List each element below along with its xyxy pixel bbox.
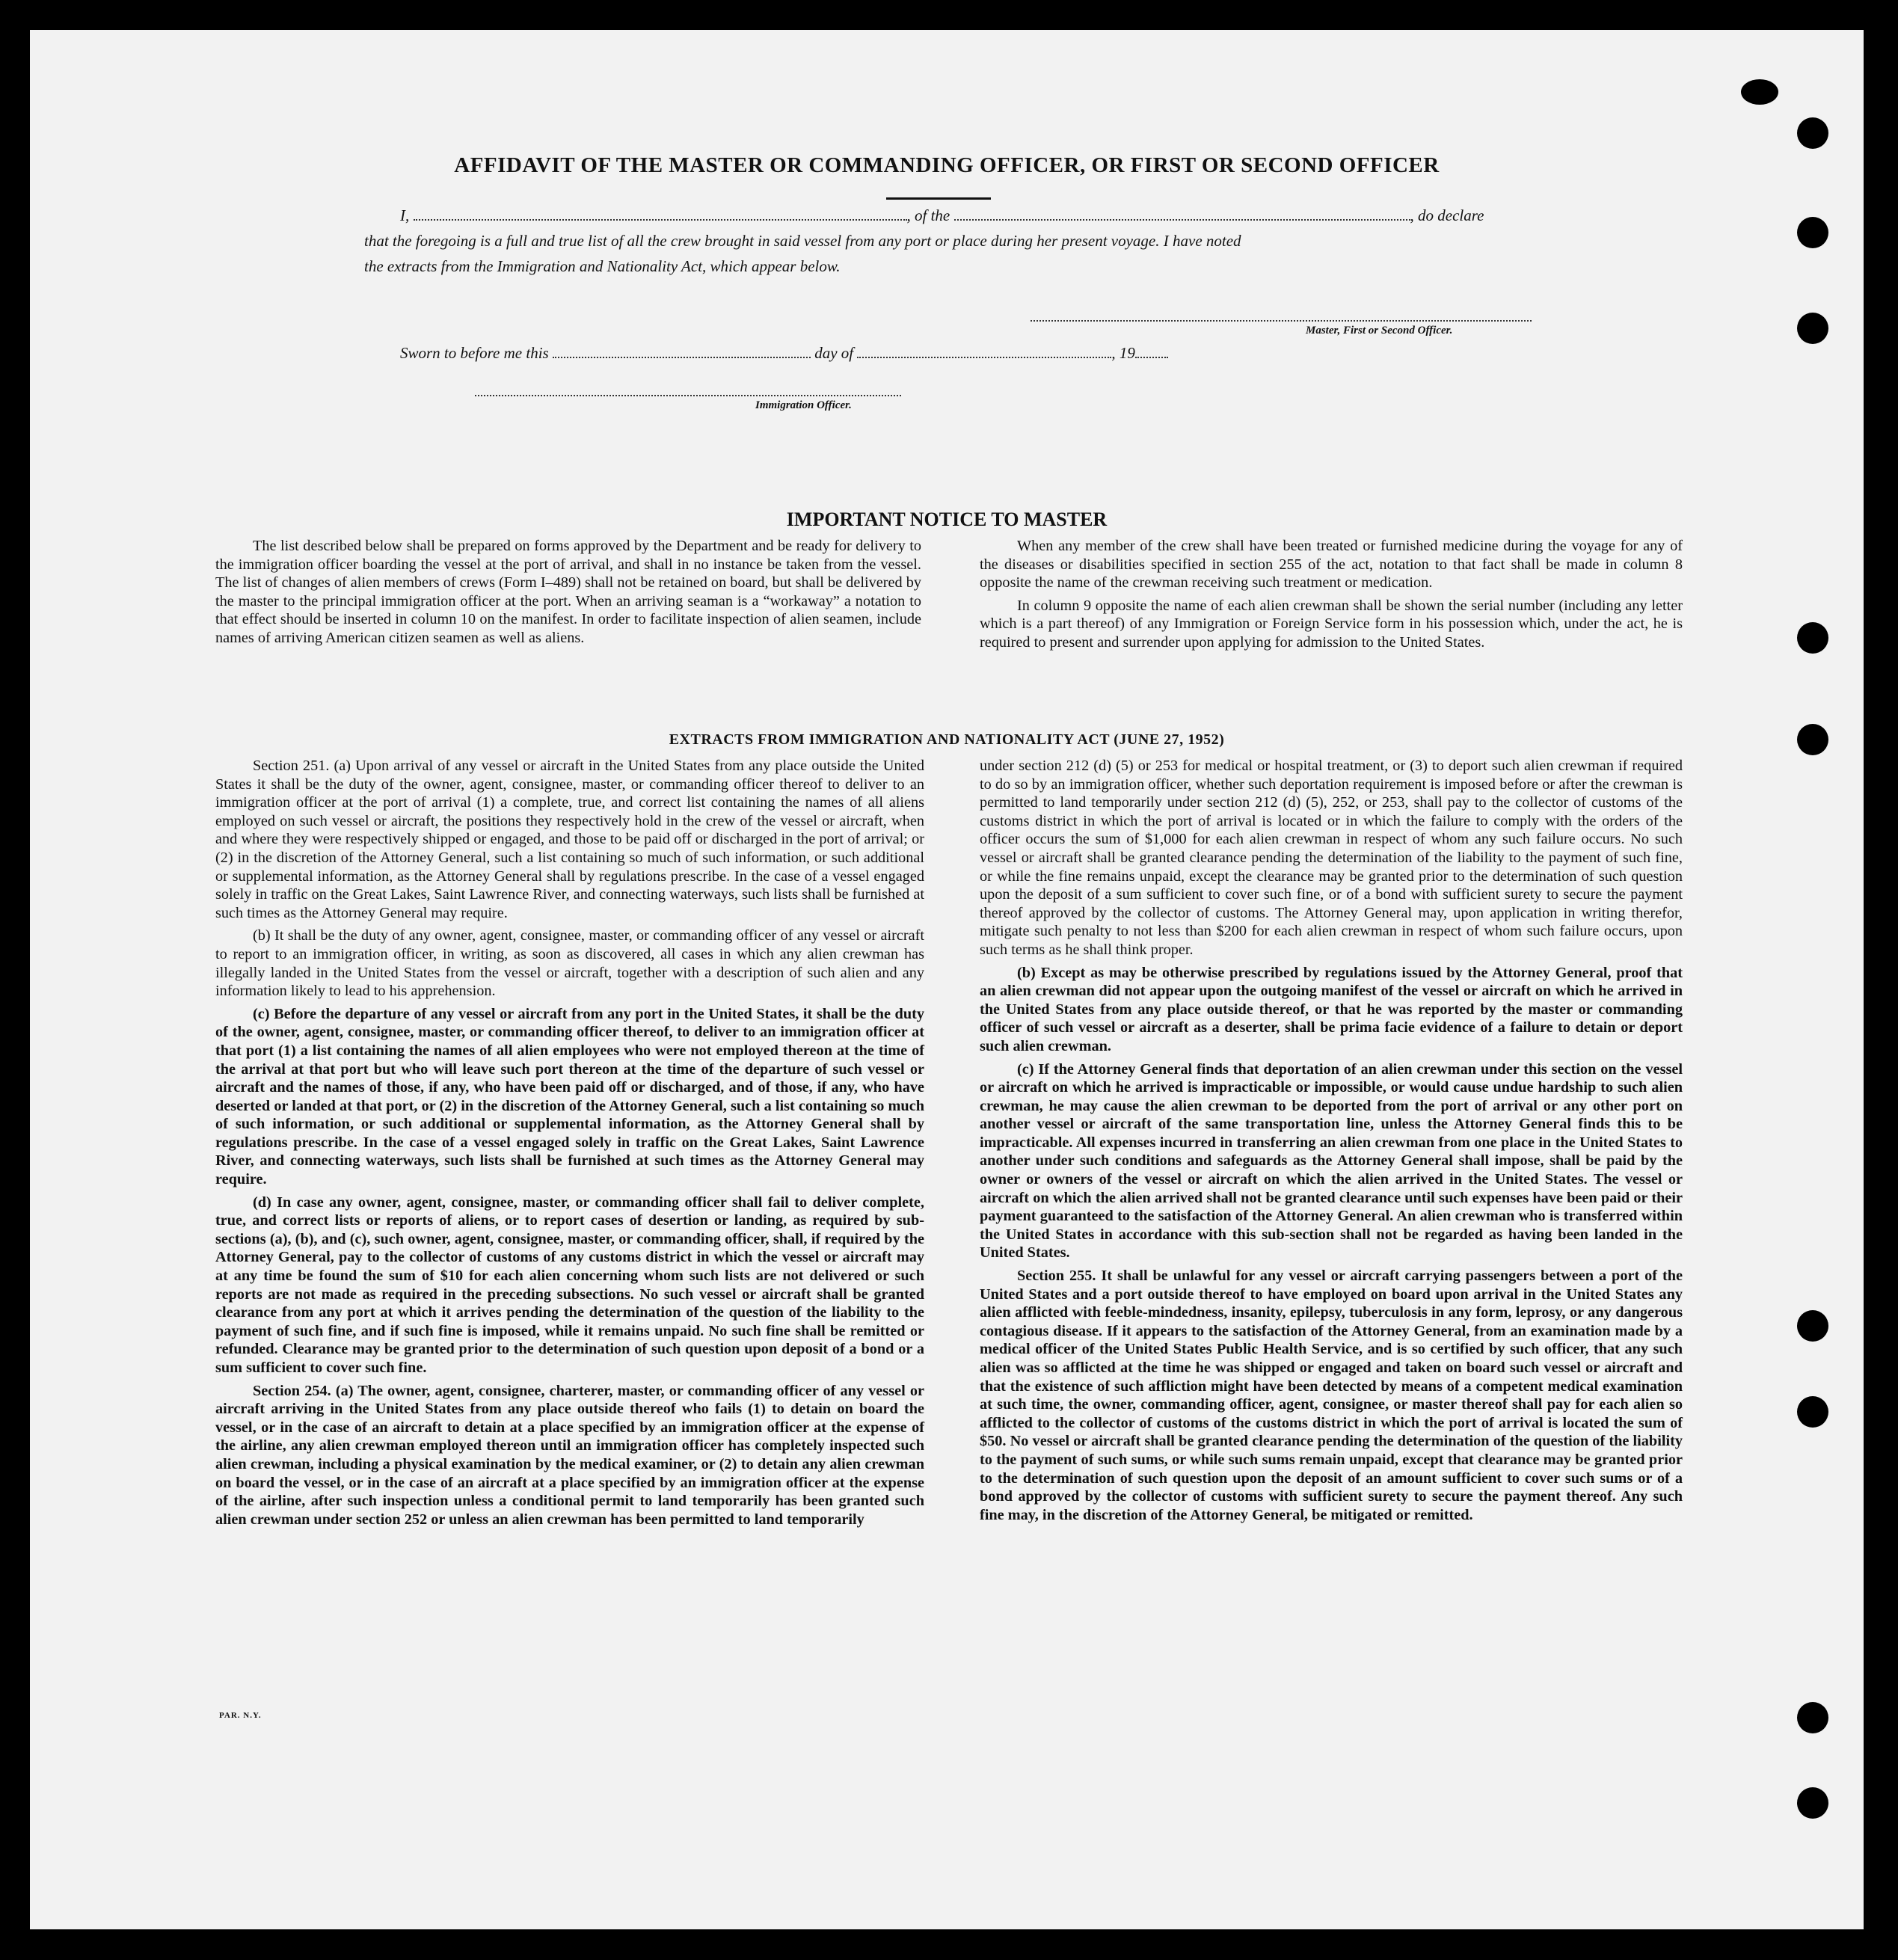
section-254-a-cont: under section 212 (d) (5) or 253 for medical or hospital treatment, or (3) to deport such alien crewman if required to do so by an immigration officer, whether such deportation requirement is imposed before or after the crewman is permitted to land temporarily under section 212 (d) (5), 252, or 253, shall pay to the collector of customs of the customs district in which the port of arrival is located or in which the failure to comply with the orders of the officer occurs the sum of $1,000 for each alien crewman in respect of whom any such failure occurs. No such vessel or aircraft shall be granted clearance pending the determination of the liability to the payment of such fine, or while the fine remains unpaid, except the clearance may be granted prior to the determination of such question upon the deposit of a sum sufficient to cover such fine, or of a bond with sufficient surety to secure the payment thereof approved by the collector of customs. The Attorney General may, upon application in writing therefor, mitigate such penalty to not less than $200 for each alien crewman in respect of whom such failure occurs, upon such terms as he shall think proper. (980, 758, 1683, 958)
form-page (30, 30, 1864, 1929)
day-of-label: day of (814, 344, 854, 362)
sworn-day-field[interactable] (553, 345, 811, 358)
title-rule (886, 197, 991, 200)
sworn-label: Sworn to before me this (400, 344, 549, 362)
notice-paragraph: The list described below shall be prepared on forms approved by the Department and be ready for delivery to the immigration officer boarding the vessel at the port of arrival, and shall in no instance be taken from the vessel. The list of changes of alien members of crews (Form I–489) shall not be retained on board, but shall be delivered by the master to the principal immigration officer at the port. When an arriving seaman is a “workaway” a notation to that effect should be inserted in column 10 on the manifest. In order to facilitate inspection of alien seamen, include names of arriving American citizen seamen as well as aliens. (215, 538, 921, 646)
notice-paragraph: When any member of the crew shall have been treated or furnished medicine during the voyage for any of the diseases or disabilities specified in section 255 of the act, notation to that fact shall be made in column 8 opposite the name of the crewman receiving such treatment or medication. (980, 538, 1683, 592)
officer-signature-field[interactable] (475, 395, 901, 396)
declaration-text-2: the extracts from the Immigration and Nationality Act, which appear below. (364, 257, 841, 275)
declarant-name-field[interactable] (414, 207, 907, 221)
printer-mark: PAR. N.Y. (219, 1711, 262, 1720)
section-254-b: (b) Except as may be otherwise prescribed by regulations issued by the Attorney General, proof that an alien crewman did not appear upon the outgoing manifest of the vessel or aircraft on which he arrived in the United States from any place outside thereof, or that he was reported by the master or commanding officer of such vessel or aircraft as a deserter, shall be prima facie evidence of a failure to detain or deport such alien crewman. (980, 964, 1683, 1054)
vessel-name-field[interactable] (954, 207, 1410, 221)
declaration-text: that the foregoing is a full and true list of all the crew brought in said vessel from any port or place during her present voyage. I have noted (364, 232, 1241, 250)
section-251-c: (c) Before the departure of any vessel or aircraft from any port in the United States, it shall be the duty of the owner, agent, consignee, master, or commanding officer thereof, to deliver to an immigration officer at that port (1) a list containing the names of all alien employees who were not employed thereon at the time of the arrival at that port but who will leave such port thereon at the time of the departure of such vessel or aircraft and the names of those, if any, who have been paid off or discharged, and of those, if any, who have deserted or landed at that port, or (2) in the discretion of the Attorney General, such a list containing so much of such information, or such additional or supplemental information, as the Attorney General shall by regulations prescribe. In the case of a vessel engaged solely in traffic on the Great Lakes, Saint Lawrence River, and connecting waterways, such lists shall be furnished at such times as the Attorney General may require. (215, 1005, 924, 1188)
affidavit-title: AFFIDAVIT OF THE MASTER OR COMMANDING OFFICER, OR FIRST OR SECOND OFFICER (454, 153, 1440, 177)
punch-hole (1797, 1396, 1828, 1428)
section-254-a: Section 254. (a) The owner, agent, consignee, charterer, master, or commanding officer of any vessel or aircraft arriving in the United States from any place outside thereof who fails (1) to detain on board the vessel, or in the case of an aircraft to detain at a place specified by an immigration officer at the expense of the airline, any alien crewman employed thereon until an immigration officer has completely inspected such alien crewman, including a physical examination by the medical examiner, or (2) to detain any alien crewman on board the vessel, or in the case of an aircraft at a place specified by an immigration officer at the expense of the airline, after such inspection unless a conditional permit to land temporarily has been granted such alien crewman under section 252 or unless an alien crewman has been permitted to land temporarily (215, 1382, 924, 1528)
section-251-a: Section 251. (a) Upon arrival of any vessel or aircraft in the United States from any place outside the United States it shall be the duty of the owner, agent, consignee, master, or commanding officer thereof to deliver to an immigration officer at the port of arrival (1) a complete, true, and correct list containing the names of all aliens employed on such vessel or aircraft, the positions they respectively hold in the crew of the vessel or aircraft, when and where they were respectively shipped or engaged, and those to be paid off or discharged in the port of arrival; or (2) in the discretion of the Attorney General, such a list containing so much of such information, or such additional or supplemental information, as the Attorney General shall by regulations prescribe. In the case of a vessel engaged solely in traffic on the Great Lakes, Saint Lawrence River, and connecting waterways, such lists shall be furnished at such times as the Attorney General may require. (215, 758, 924, 921)
notice-title: IMPORTANT NOTICE TO MASTER (786, 509, 1108, 530)
punch-hole (1797, 217, 1828, 248)
punch-hole (1797, 622, 1828, 654)
section-251-d: (d) In case any owner, agent, consignee, master, or commanding officer shall fail to deliver complete, true, and correct lists or reports of aliens, or to report cases of desertion or landing, as required by sub-sections (a), (b), and (c), such owner, agent, consignee, master, or commanding officer, shall, if required by the Attorney General, pay to the collector of customs of any customs district in which the vessel or aircraft may at any time be found the sum of $10 for each alien concerning whom such lists are not delivered or such reports are not made as required in the preceding subsections. No such vessel or aircraft shall be granted clearance from any port at which it arrives pending the determination of the question of the liability to the payment of such fine, and if such fine is imposed, while it remains unpaid. No such fine shall be remitted or refunded. Clearance may be granted prior to the determination of such question upon deposit of a bond or a sum sufficient to cover such fine. (215, 1193, 924, 1376)
declaration-line (400, 206, 1484, 225)
of-the-label: , of the (906, 206, 950, 224)
section-251-b: (b) It shall be the duty of any owner, agent, consignee, master, or commanding officer of any vessel or aircraft to report to an immigration officer, in writing, as soon as discovered, all cases in which any alien crewman has illegally landed in the United States from the vessel or aircraft, together with a description of such alien and any information likely to lead to his apprehension. (215, 927, 924, 1000)
master-signature-label: Master, First or Second Officer. (1306, 325, 1453, 337)
punch-hole (1797, 1702, 1828, 1733)
notice-paragraph: In column 9 opposite the name of each alien crewman shall be shown the serial number (including any letter which is a part thereof) of any Immigration or Foreign Service form in his possession which, under the act, he is required to present and surrender upon applying for admission to the United States. (980, 597, 1683, 651)
sworn-line (400, 344, 1168, 363)
punch-hole (1797, 117, 1828, 149)
section-255: Section 255. It shall be unlawful for any vessel or aircraft carrying passengers between a port of the United States and a port outside thereof to have employed on board upon arrival in the United States any alien afflicted with feeble-mindedness, insanity, epilepsy, tuberculosis in any form, leprosy, or any dangerous contagious disease. If it appears to the satisfaction of the Attorney General, from an examination made by a medical officer of the United States Public Health Service, and is so certified by such officer, that any such alien was so afflicted at the time he was shipped or engaged and taken on board such vessel or aircraft and that the existence of such affliction might have been detected by means of a competent medical examination at such time, the owner, commanding officer, agent, consignee, or master thereof shall pay for each alien so afflicted to the collector of customs of the customs district in which the port of arrival is located the sum of $50. No vessel or aircraft shall be granted clearance pending the determination of the question of the liability to the payment of such sums, or while such sums remain unpaid, except that clearance may be granted prior to the determination of such question upon the deposit of an amount sufficient to cover such sums or of a bond approved by the collector of customs with sufficient surety to secure the payment thereof. Any such fine may, in the discretion of the Attorney General, be mitigated or remitted. (980, 1268, 1683, 1523)
notice-left-column (215, 537, 921, 652)
sworn-month-field[interactable] (857, 345, 1111, 358)
punch-hole (1797, 1310, 1828, 1342)
sworn-year-field[interactable] (1135, 345, 1168, 358)
declarant-prefix: I, (400, 206, 410, 224)
notice-right-column (980, 537, 1683, 657)
extracts-right-column (980, 757, 1683, 1529)
year-prefix: , 19 (1111, 344, 1135, 362)
extracts-left-column (215, 757, 924, 1533)
punch-hole (1797, 1787, 1828, 1819)
extracts-title: EXTRACTS FROM IMMIGRATION AND NATIONALITY ACT (JUNE 27, 1952) (669, 731, 1225, 748)
do-declare-label: , do declare (1410, 206, 1484, 224)
section-254-c: (c) If the Attorney General finds that deportation of an alien crewman under this section on the vessel or aircraft on which he arrived is impracticable or impossible, or would cause undue hardship to such alien crewman, he may cause the alien crewman to be deported from the port of arrival or any other port on another vessel or aircraft of the same transportation line, unless the Attorney General finds this to be impracticable. All expenses incurred in transferring an alien crewman from one place in the United States to another under such conditions and safeguards as the Attorney General shall impose, shall be paid by the owner or owners of the vessel or aircraft on which the alien arrived in the United States. The vessel or aircraft on which the alien arrived shall not be granted clearance until such expenses have been paid or their payment guaranteed to the satisfaction of the Attorney General. An alien crewman who is transferred within the United States in accordance with this sub-section shall not be regarded as having been landed in the United States. (980, 1060, 1683, 1262)
punch-hole (1797, 313, 1828, 344)
officer-signature-label: Immigration Officer. (755, 399, 852, 411)
punch-hole (1741, 79, 1778, 105)
master-signature-field[interactable] (1031, 320, 1532, 322)
